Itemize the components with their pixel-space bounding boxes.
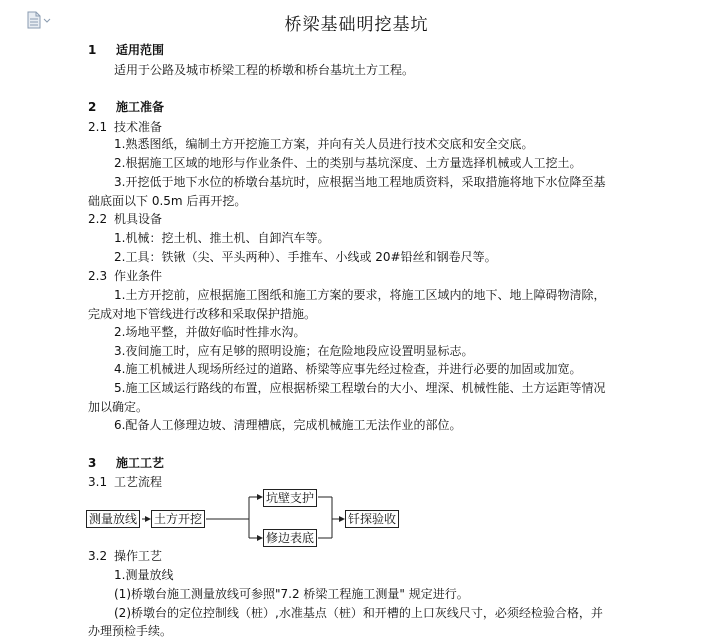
list-item: 2.工具：铁锹（尖、平头两种）、手推车、小线或 20#铅丝和钢卷尺等。: [114, 250, 497, 264]
list-item-continuation: 础底面以下 0.5m 后再开挖。: [88, 194, 247, 208]
list-item: 3.夜间施工时，应有足够的照明设施；在危险地段应设置明显标志。: [114, 344, 474, 358]
section-heading: 3 施工工艺: [88, 456, 165, 470]
list-item-continuation: 加以确定。: [88, 400, 149, 414]
subsection-heading: 2.2 机具设备: [88, 212, 163, 226]
list-item: 1.机械：挖土机、推土机、自卸汽车等。: [114, 231, 330, 245]
section-heading: 2 施工准备: [88, 100, 165, 114]
subsection-heading: 2.3 作业条件: [88, 269, 163, 283]
flow-node-survey: 测量放线: [86, 510, 140, 528]
list-item: 2.根据施工区域的地形与作业条件、土的类别与基坑深度、土方量选择机械或人工挖土。: [114, 156, 582, 170]
document-title: 桥梁基础明挖基坑: [284, 15, 429, 35]
list-item: (1)桥墩台施工测量放线可参照"7.2 桥梁工程施工测量" 规定进行。: [114, 587, 469, 601]
list-item: 1.熟悉图纸，编制土方开挖施工方案，并向有关人员进行技术交底和安全交底。: [114, 137, 534, 151]
list-item-continuation: 完成对地下管线进行改移和采取保护措施。: [88, 307, 317, 321]
flow-node-excavate: 土方开挖: [151, 510, 205, 528]
paragraph: 适用于公路及城市桥梁工程的桥墩和桥台基坑土方工程。: [114, 63, 415, 77]
list-item: 2.场地平整，并做好临时性排水沟。: [114, 325, 306, 339]
list-item: (2)桥墩台的定位控制线（桩）,水准基点（桩）和开槽的上口灰线尺寸，必须经检验合格，并: [114, 606, 603, 620]
list-item: 3.开挖低于地下水位的桥墩台基坑时，应根据当地工程地质资料，采取措施将地下水位降至基: [114, 175, 606, 189]
list-item: 4.施工机械进人现场所经过的道路、桥梁等应事先经过检查，并进行必要的加固或加宽。: [114, 362, 582, 376]
list-item: 6.配备人工修理边坡、清理槽底，完成机械施工无法作业的部位。: [114, 418, 462, 432]
list-item: 5.施工区域运行路线的布置，应根据桥梁工程墩台的大小、埋深、机械性能、土方运距等情况: [114, 381, 606, 395]
flow-node-trim: 修边表底: [263, 529, 317, 547]
subsection-heading: 2.1 技术准备: [88, 120, 163, 134]
flow-node-support: 坑壁支护: [263, 489, 317, 507]
section-heading: 1 适用范围: [88, 43, 165, 57]
subsection-heading: 3.2 操作工艺: [88, 549, 163, 563]
list-item: 1.测量放线: [114, 568, 174, 582]
flow-node-probe: 钎探验收: [345, 510, 399, 528]
list-item: 1.土方开挖前，应根据施工图纸和施工方案的要求，将施工区域内的地下、地上障碍物清除，: [114, 288, 606, 302]
list-item-continuation: 办理预检手续。: [88, 624, 173, 638]
subsection-heading: 3.1 工艺流程: [88, 475, 163, 489]
